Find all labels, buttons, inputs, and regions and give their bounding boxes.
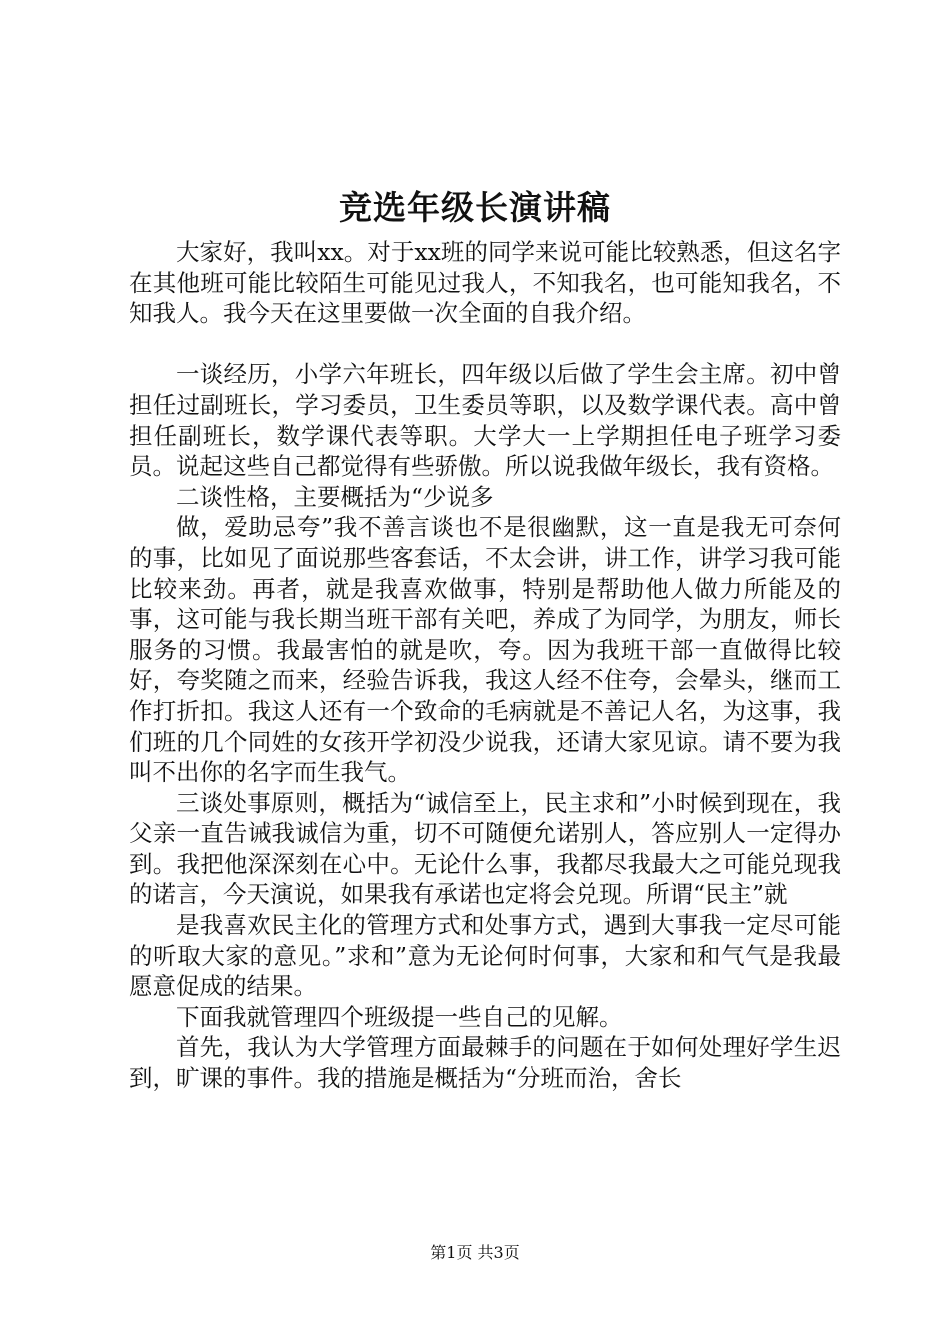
page-number-footer: 第1页 共3页 xyxy=(430,1243,520,1262)
paragraph-experience: 一谈经历，小学六年班长，四年级以后做了学生会主席。初中曾担任过副班长，学习委员，卫生委员等职，以及数学课代表。高中曾担任副班长，数学课代表等职。大学大一上学期担任电子班学习委员。说起这些自己都觉得有些骄傲。所以说我做年级长，我有资格。 xyxy=(129,360,841,481)
paragraph-democracy: 是我喜欢民主化的管理方式和处事方式，遇到大事我一定尽可能的听取大家的意见。”求和”意为无论何时何事，大家和和气气是我最愿意促成的结果。 xyxy=(129,911,841,1001)
paragraph-personality: 做，爱助忌夸”我不善言谈也不是很幽默，这一直是我无可奈何的事，比如见了面说那些客套话，不太会讲，讲工作，讲学习我可能比较来劲。再者，就是我喜欢做事，特别是帮助他人做力所能及的事，这可能与我长期当班干部有关吧，养成了为同学，为朋友，师长服务的习惯。我最害怕的就是吹，夸。因为我班干部一直做得比较好，夸奖随之而来，经验告诉我，我这人经不住夸，会晕头，继而工作打折扣。我这人还有一个致命的毛病就是不善记人名，为这事，我们班的几个同姓的女孩开学初没少说我，还请大家见谅。请不要为我叫不出你的名字而生我气。 xyxy=(129,513,841,787)
paragraph-principles: 三谈处事原则，概括为“诚信至上，民主求和”小时候到现在，我父亲一直告诫我诚信为重，切不可随便允诺别人，答应别人一定得办到。我把他深深刻在心中。无论什么事，我都尽我最大之可能兑现我的诺言，今天演说，如果我有承诺也定将会兑现。所谓“民主”就 xyxy=(129,788,841,909)
document-body xyxy=(129,237,841,1094)
paragraph-first-point: 首先，我认为大学管理方面最棘手的问题在于如何处理好学生迟到，旷课的事件。我的措施是概括为“分班而治，舍长 xyxy=(129,1033,841,1093)
paragraph-intro: 大家好，我叫xx。对于xx班的同学来说可能比较熟悉，但这名字在其他班可能比较陌生可能见过我人，不知我名，也可能知我名，不知我人。我今天在这里要做一次全面的自我介绍。 xyxy=(129,238,841,328)
paragraph-management-intro: 下面我就管理四个班级提一些自己的见解。 xyxy=(176,1002,623,1031)
paragraph-personality-heading: 二谈性格，主要概括为“少说多 xyxy=(176,482,494,511)
document-title: 竞选年级长演讲稿 xyxy=(339,188,611,227)
